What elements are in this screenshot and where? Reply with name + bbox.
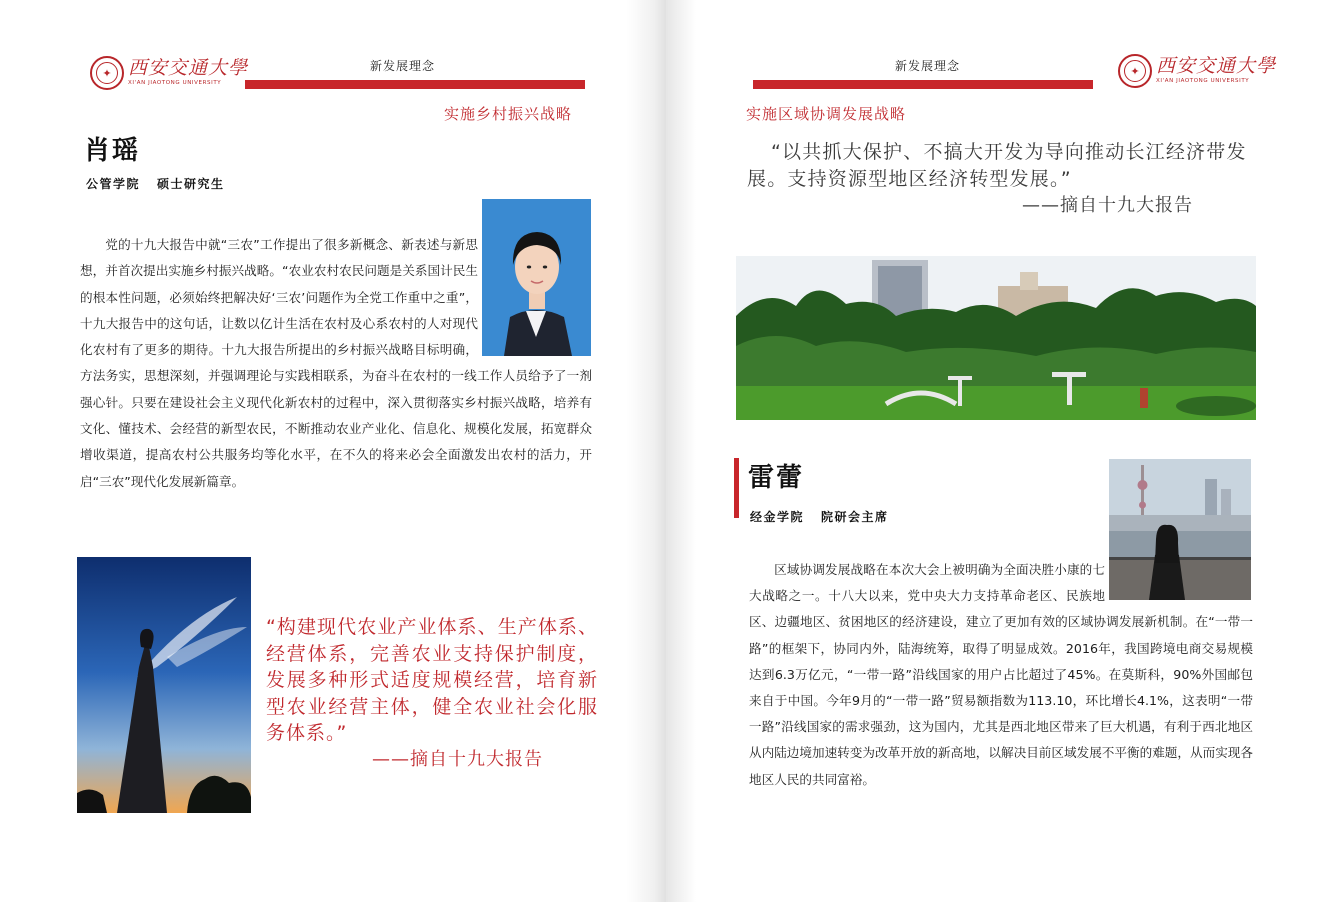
campus-illustration — [736, 256, 1256, 420]
university-seal-icon: ✦ — [1118, 54, 1152, 88]
name-accent-bar — [734, 458, 739, 518]
page-gutter-shadow — [666, 0, 696, 902]
header-red-bar — [245, 80, 585, 89]
section-title: 实施乡村振兴战略 — [444, 105, 573, 123]
header-label: 新发展理念 — [370, 59, 436, 73]
page-gutter-shadow — [626, 0, 666, 902]
body-paragraph — [749, 557, 1253, 793]
university-logo — [90, 56, 248, 90]
monument-photo — [77, 557, 251, 813]
university-name-en: XI'AN JIAOTONG UNIVERSITY — [128, 80, 222, 87]
body-text: 党的十九大报告中就“三农”工作提出了很多新概念、新表述与新思想，并首次提出实施乡村振兴战略。“农业农村农民问题是关系国计民生的根本性问题，必须始终把解决好‘三农’问题作为全党工作重中之重”，十九大报告中的这句话，让数以亿计生活在农村及心系农村的人对现代化农村有了更多的期待。十九大报告所提出的乡村振兴战略目标明确，方法务实，思想深刻，并强调理论与实践相联系，为奋斗在农村的一线工作人员给予了一剂强心针。只要在建设社会主义现代化新农村的过程中，深入贯彻落实乡村振兴战略，培养有文化、懂技术、会经营的新型农民，不断推动农业产业化、信息化、规模化发展，拓宽群众增收渠道，提高农村公共服务均等化水平，在不久的将来必会全面激发出农村的活力，开启“三农”现代化发展新篇章。 — [80, 237, 592, 489]
university-name-cn: 西安交通大學 — [128, 57, 249, 80]
university-logo — [1118, 54, 1276, 88]
campus-photo — [736, 256, 1256, 420]
monument-illustration — [77, 557, 251, 813]
header-label: 新发展理念 — [895, 59, 961, 73]
university-name-en: XI'AN JIAOTONG UNIVERSITY — [1156, 78, 1250, 85]
section-title: 实施区域协调发展战略 — [746, 105, 907, 123]
quote-source: ——摘自十九大报告 — [372, 749, 543, 770]
university-name-cn: 西安交通大學 — [1156, 55, 1277, 78]
person-name: 雷蕾 — [748, 463, 805, 493]
quote-text: “构建现代农业产业体系、生产体系、经营体系，完善农业支持保护制度，发展多种形式适度规模经营，培育新型农业经营主体，健全农业社会化服务体系。” — [266, 616, 598, 744]
person-role: 公管学院 硕士研究生 — [86, 177, 225, 191]
quote-source: ——摘自十九大报告 — [1022, 195, 1193, 216]
body-text: 区域协调发展战略在本次大会上被明确为全面决胜小康的七大战略之一。十八大以来，党中央大力支持革命老区、民族地区、边疆地区、贫困地区的经济建设，建立了更加有效的区域协调发展新机制。在“一带一路”的框架下，协同内外，陆海统筹，取得了明显成效。2016年，我国跨境电商交易规模达到6.3万亿元，“一带一路”沿线国家的用户占比超过了45%。在莫斯科，90%外国邮包来自于中国。今年9月的“一带一路”贸易额指数为113.10，环比增长4.1%，这表明“一带一路”沿线国家的需求强劲，这为国内，尤其是西北地区带来了巨大机遇，有利于西北地区从内陆边境加速转变为改革开放的新高地，以解决目前区域发展不平衡的难题，从而实现各地区人民的共同富裕。 — [749, 562, 1253, 787]
header-red-bar — [753, 80, 1093, 89]
person-name: 肖瑶 — [84, 136, 141, 166]
right-page — [666, 0, 1332, 902]
university-seal-icon: ✦ — [90, 56, 124, 90]
quote-text: “以共抓大保护、不搞大开发为导向推动长江经济带发展。支持资源型地区经济转型发展。” — [747, 141, 1247, 190]
person-role: 经金学院 院研会主席 — [750, 510, 889, 524]
body-paragraph — [80, 232, 592, 495]
